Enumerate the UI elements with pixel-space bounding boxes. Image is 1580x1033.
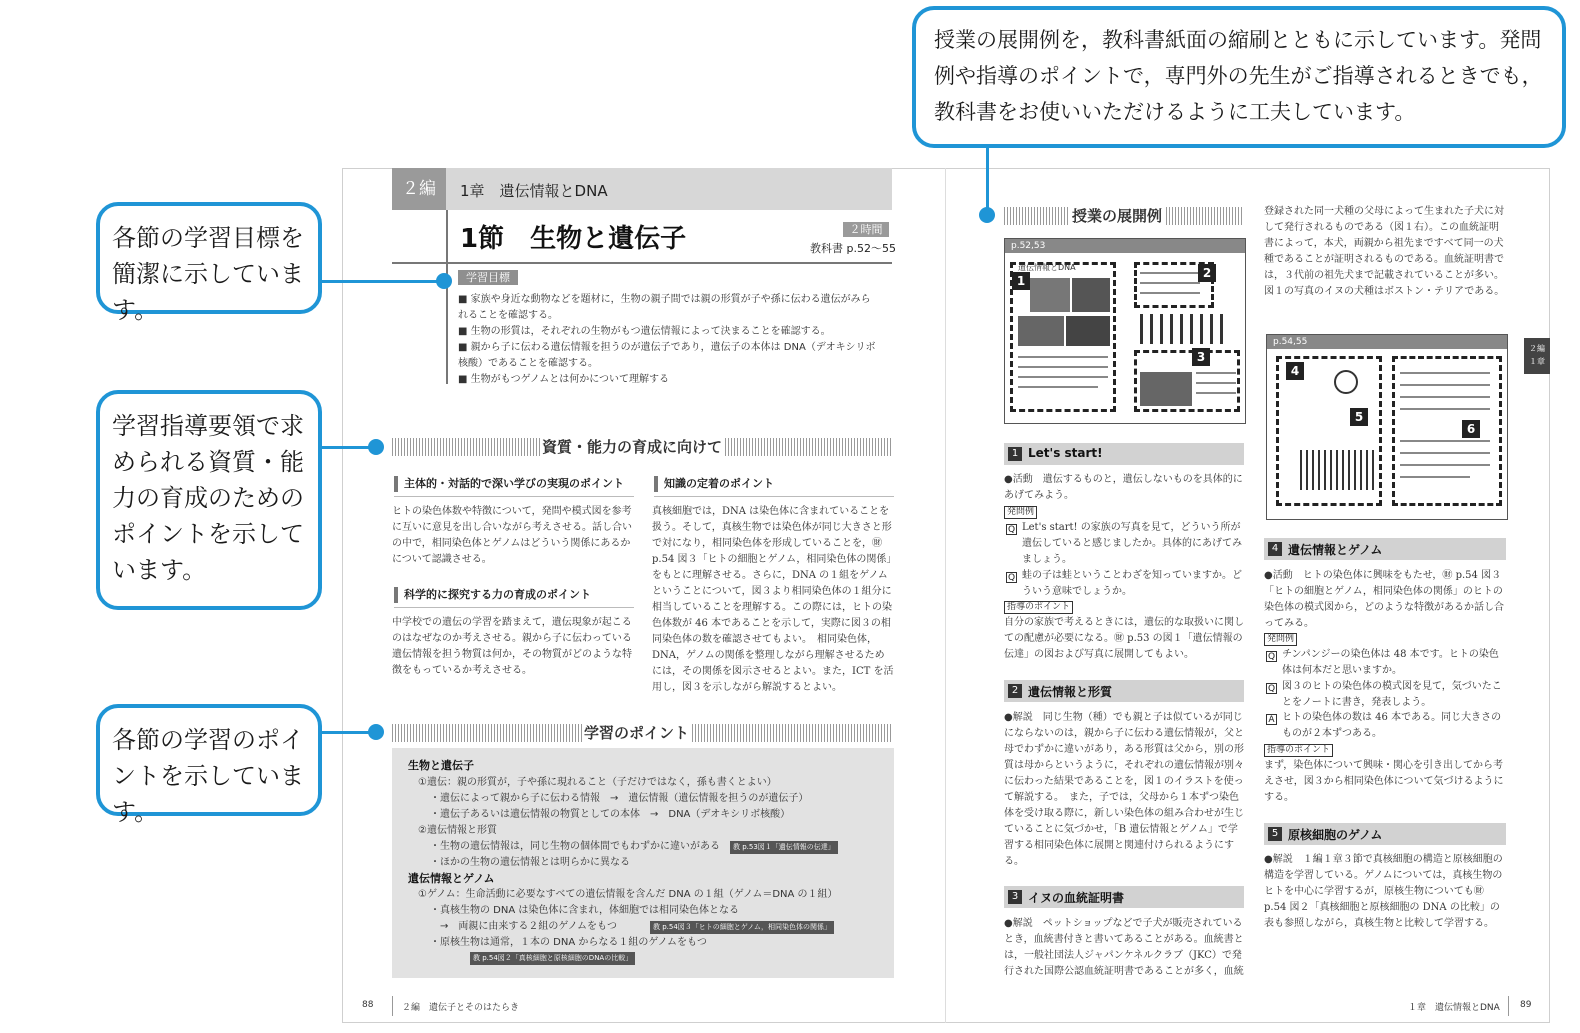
s5-number: 5 <box>1268 827 1282 841</box>
q2-rule <box>394 607 634 608</box>
s1-q2: 蛙の子は蛙ということわざを知っていますか。どういう意味でしょうか。 <box>1022 570 1242 597</box>
goal-3: ■ 親から子に伝わる遺伝情報を担うのが遺伝子であり，遺伝子の本体は DNA（デオキシリボ核酸）であることを確認する。 <box>458 342 876 369</box>
callout-points: 各節の学習のポイントを示しています。 <box>96 704 322 816</box>
thumb1-line <box>1140 292 1200 294</box>
s1-hatsumon-tag: 発問例 <box>1004 506 1037 519</box>
thumb2-line <box>1400 408 1490 410</box>
thumb1-line <box>1140 272 1200 274</box>
goal-1: ■ 家族や身近な動物などを題材に，生物の親子間では親の形質が子や孫に伝わる遺伝がみられることを確認する。 <box>458 294 871 321</box>
s4-number: 4 <box>1268 542 1282 556</box>
lesson-title: 授業の展開例 <box>1072 207 1163 225</box>
thumb2-frame-2 <box>1392 356 1502 506</box>
badge-6: 6 <box>1462 420 1480 438</box>
point-1: ①遺伝：親の形質が，子や孫に現れること（子だけではなく，孫も書くとよい） <box>418 777 777 788</box>
point-8: ①ゲノム：生命活動に必要なすべての遺伝情報を含んだ DNA の１組（ゲノム＝DNA の１組） <box>418 889 838 900</box>
q1-rule <box>394 496 634 497</box>
s5-text: ●解説 １編１章３節で真核細胞の構造と原核細胞の構造を学習している。ゲノムについては，真核生物のヒトを中心に学習するが，原核生物についても㊖ p.54 図２「真核細胞と原核細胞の DNA の比較」の表も参照しながら，真核生物と比較して学習する。 <box>1264 854 1503 929</box>
s4-q2-mark: Q <box>1267 684 1276 694</box>
ref-tag-2: 教 p.54図３「ヒトの細胞とゲノム，相同染色体の関係」 <box>650 921 834 934</box>
q3-rule <box>654 496 894 497</box>
point-3: ・遺伝子あるいは遺伝情報の物質としての本体 → DNA（デオキシリボ核酸） <box>430 809 791 820</box>
thumb1-title: 遺伝情報とDNA <box>1018 263 1076 272</box>
connector-top-dot <box>979 207 995 223</box>
points-title: 学習のポイント <box>584 724 690 742</box>
connector-qualities <box>322 446 374 449</box>
connector-goals <box>322 280 444 283</box>
connector-goals-dot <box>436 273 452 289</box>
badge-2: 2 <box>1198 264 1216 282</box>
hours-badge: ２時間 <box>843 222 889 237</box>
chapter-title: 1章 遺伝情報とDNA <box>460 182 608 200</box>
ref-tag-3: 教 p.54図２「真核細胞と原核細胞のDNAの比較」 <box>470 952 635 965</box>
thumb2-line <box>1400 440 1490 442</box>
section-title: 1節 生物と遺伝子 <box>460 224 687 254</box>
q3-text: 真核細胞では，DNA は染色体に含まれていることを扱う。そして，真核生物では染色体が同じ大きさと形で対になり，相同染色体を形成していることを，㊖ p.54 図３「ヒトの細胞とゲノム，相同染色体の関係」をもとに理解させる。さらに，DNA の１組をゲノムということについて，図３より相同染色体の１組分に相当していることを理解する。この際には，ヒトの染色体数が 46 本であることを示して，実際に図３の相同染色体の数を確認させてもよい。 相同染色体，DNA，ゲノムの関係を整理しながら理解させるためには，その関係を図示させるとよい。また，ICT を活用し，図３を示しながら解説するとよい。 <box>652 506 894 693</box>
connector-points <box>322 731 374 734</box>
point-5: ・生物の遺伝情報は，同じ生物の個体間でもわずかに違いがある <box>430 841 720 852</box>
connector-points-dot <box>368 724 384 740</box>
hen-label: ２編 <box>392 168 446 210</box>
thumb1-line <box>1018 386 1098 388</box>
s4-shido-tag: 指導のポイント <box>1264 744 1333 757</box>
badge-1: 1 <box>1012 272 1030 290</box>
thumb2-line <box>1400 372 1490 374</box>
badge-5: 5 <box>1350 408 1368 426</box>
connector-qualities-dot <box>368 439 384 455</box>
s4-hatsumon-tag: 発問例 <box>1264 633 1297 646</box>
thumb1-line <box>1018 356 1108 358</box>
s1-q1: Let's start! の家族の写真を見て，どういう所が遺伝していると感じましたか。具体的にあげてみましょう。 <box>1022 522 1242 565</box>
point-6: ・ほかの生物の遺伝情報とは明らかに異なる <box>430 857 630 868</box>
point-4: ②遺伝情報と形質 <box>418 825 497 836</box>
left-page-number: 88 <box>362 1000 374 1010</box>
q2-text: 中学校での遺伝の学習を踏まえて，遺伝現象が起こるのはなぜなのか考えさせる。親から子に伝わっている遺伝情報を担う物質は何か，その物質がどのような特徴をもっているか考えさせる。 <box>392 617 632 676</box>
s3-number: 3 <box>1008 890 1022 904</box>
q2-heading: 科学的に探究する力の育成のポイント <box>394 587 591 603</box>
thumb1-photo-5 <box>1140 372 1192 406</box>
point-10: → 両親に由来する２組のゲノムをもつ <box>440 921 617 932</box>
s4-answer: ヒトの染色体の数は 46 本である。同じ大きさのものが２本ずつある。 <box>1282 712 1502 739</box>
s4-q1-mark: Q <box>1267 652 1276 662</box>
s5-label: 原核細胞のゲノム <box>1288 828 1383 842</box>
callout-goals: 各節の学習目標を簡潔に示しています。 <box>96 202 322 314</box>
s1-activity: ●活動 遺伝するものと，遺伝しないものを具体的にあげてみよう。 <box>1004 474 1243 501</box>
side-tab-label: ２編 １章 <box>1529 344 1545 366</box>
s4-activity: ●活動 ヒトの染色体に興味をもたせ，㊖ p.54 図３「ヒトの細胞とゲノム，相同染色体の関係」のヒトの染色体の模式図から，どのような特徴があるか話し合ってみる。 <box>1264 570 1504 629</box>
thumb1-line <box>1018 366 1108 368</box>
s1-q2-mark: Q <box>1007 573 1016 583</box>
textbook-pages: 教科書 p.52〜55 <box>810 242 896 255</box>
goal-4: ■ 生物がもつゲノムとは何かについて理解する <box>458 374 670 385</box>
s4-a-mark: A <box>1266 714 1277 725</box>
thumb1-line <box>1196 392 1236 394</box>
s4-point: まず，染色体について興味・関心を引き出してから考えさせ，図３から相同染色体について気づけるようにする。 <box>1264 760 1504 803</box>
q1-text: ヒトの染色体数や特徴について，発問や模式図を参考に互いに意見を出し合いながら考えさせる。話し合いの中で，相同染色体とゲノムはどういう関係にあるかについて認識させる。 <box>392 506 632 565</box>
goals-label: 学習目標 <box>458 270 518 285</box>
connector-top <box>986 148 989 214</box>
thumb1-line <box>1140 282 1200 284</box>
s3-text: ●解説 ペットショップなどで子犬が販売されているとき，血統書付きと書いてあることがある。血統書とは，一般社団法人ジャパンケネルクラブ（JKC）で発行された国際公認血統証明書であることが多く，血統 <box>1004 918 1244 977</box>
thumb2-line <box>1400 396 1490 398</box>
thumb2-line <box>1400 384 1490 386</box>
s1-point: 自分の家族で考えるときには，遺伝的な取扱いに関しての配慮が必要になる。㊖ p.53 の図１「遺伝情報の伝達」の図および写真に展開してもよい。 <box>1004 617 1244 660</box>
thumb2-line <box>1400 476 1470 478</box>
point-9: ・真核生物の DNA は染色体に含まれ，体細胞では相同染色体となる <box>430 905 739 916</box>
goal-2: ■ 生物の形質は，それぞれの生物がもつ遺伝情報によって決まることを確認する。 <box>458 326 831 337</box>
thumb2-chart <box>1300 450 1376 490</box>
thumb2-circle <box>1334 370 1358 394</box>
badge-3: 3 <box>1192 348 1210 366</box>
point-11: ・原核生物は通常，１本の DNA からなる１組のゲノムをもつ <box>430 937 707 948</box>
thumb1-photo-1 <box>1030 278 1070 312</box>
s2-number: 2 <box>1008 684 1022 698</box>
right-footer-divider <box>1508 996 1509 1016</box>
s4-q2: 図３のヒトの染色体の模式図を見て，気づいたことをノートに書き，発表しよう。 <box>1282 681 1502 708</box>
left-footer-divider <box>392 996 393 1016</box>
page-gutter <box>945 168 946 1023</box>
thumb1-photo-2 <box>1072 278 1110 312</box>
point-0: 生物と遺伝子 <box>408 759 474 772</box>
section-rule <box>392 262 892 264</box>
s1-shido-tag: 指導のポイント <box>1004 601 1073 614</box>
thumb2-line <box>1400 452 1490 454</box>
thumb1-line <box>1196 382 1236 384</box>
section-vrule <box>446 210 448 262</box>
callout-qualities: 学習指導要領で求められる資質・能力の育成のためのポイントを示しています。 <box>96 390 322 610</box>
thumb1-figure <box>1140 314 1224 344</box>
left-footer-title: ２編 遺伝子とそのはたらき <box>402 1003 520 1013</box>
thumb1-photo-4 <box>1066 316 1110 346</box>
point-7: 遺伝情報とゲノム <box>408 872 495 885</box>
point-2: ・遺伝によって親から子に伝わる情報 → 遺伝情報（遺伝情報を担うのが遺伝子） <box>430 793 809 804</box>
thumb1-label: p.52,53 <box>1005 239 1245 253</box>
s3-label: イヌの血統証明書 <box>1028 891 1125 905</box>
s4-label: 遺伝情報とゲノム <box>1288 543 1383 557</box>
s1-label: Let's start! <box>1028 446 1103 460</box>
s2-label: 遺伝情報と形質 <box>1028 685 1113 699</box>
right-footer-title: １章 遺伝情報とDNA <box>1408 1003 1500 1013</box>
thumb1-line <box>1196 372 1236 374</box>
right-top-text: 登録された同一犬種の父母によって生まれた子犬に対して発行されるものである（図１右）。この血統証明書によって，本犬，両親から祖先まですべて同一の犬種であることが証明されるものである。血統証明書では，３代前の祖先犬まで記載されていることが多い。図１の写真のイヌの犬種はボストン・テリアである。 <box>1264 206 1505 297</box>
s1-number: 1 <box>1008 447 1022 461</box>
q3-heading: 知識の定着のポイント <box>654 476 774 492</box>
badge-4: 4 <box>1286 362 1304 380</box>
thumb1-line <box>1018 376 1108 378</box>
callout-top: 授業の展開例を，教科書紙面の縮刷とともに示しています。発問例や指導のポイントで，専門外の先生がご指導されるときでも，教科書をお使いいただけるように工夫しています。 <box>912 6 1566 148</box>
right-page-number: 89 <box>1520 1000 1532 1010</box>
thumb2-label: p.54,55 <box>1267 335 1507 349</box>
thumb1-photo-3 <box>1018 316 1064 346</box>
s1-q1-mark: Q <box>1007 525 1016 535</box>
ref-tag-1: 教 p.53図１「遺伝情報の伝達」 <box>730 841 838 854</box>
qualities-title: 資質・能力の育成に向けて <box>542 438 723 456</box>
s4-q1: チンパンジーの染色体は 48 本です。ヒトの染色体は何本だと思いますか。 <box>1282 649 1499 676</box>
s2-text: ●解説 同じ生物（種）でも親と子は似ているが同じにならないのは，親から子に伝わる遺伝情報が，父と母でわずかに違いがあり，ある形質は父から，別の形質は母からというように，それぞれの遺伝情報が別々に伝わった結果であることを，図１のイラストを使って解説する。 また，子では，父母から１本ずつ染色体を受け取る際に，新しい染色体の組み合わせが生じていることに気づかせ，「B 遺伝情報とゲノム」で学習する相同染色体に展開と関連付けられるようにする。 <box>1004 712 1244 867</box>
q1-heading: 主体的・対話的で深い学びの実現のポイント <box>394 476 624 492</box>
thumb2-line <box>1400 464 1490 466</box>
